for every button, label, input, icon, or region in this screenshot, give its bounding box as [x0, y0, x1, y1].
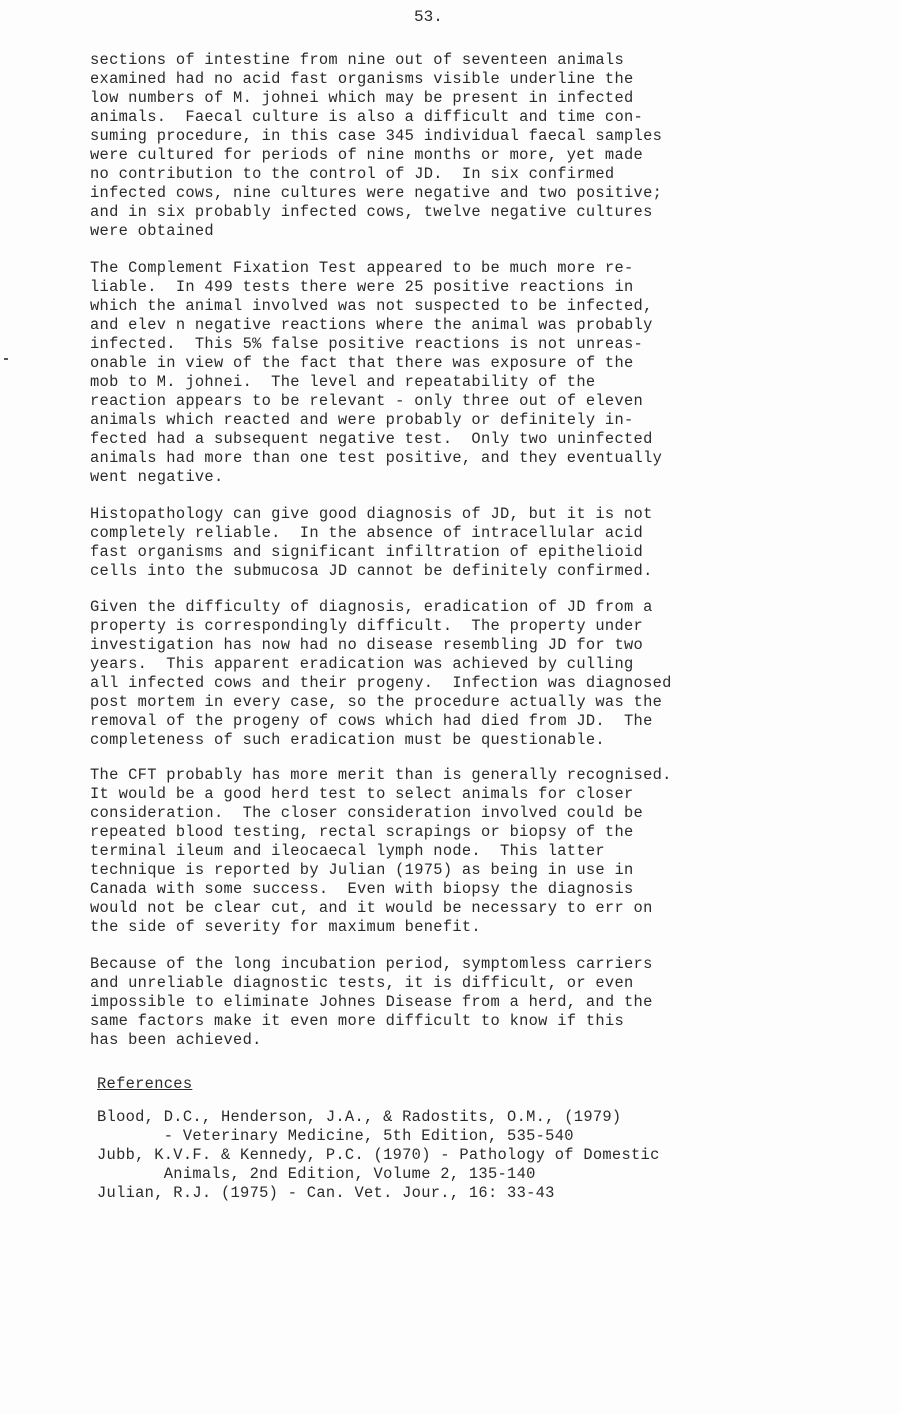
- text-line: cells into the submucosa JD cannot be definitely confirmed.: [90, 562, 653, 580]
- text-line: the side of severity for maximum benefit.: [90, 918, 481, 936]
- text-line: suming procedure, in this case 345 individual faecal samples: [90, 127, 663, 145]
- text-line: and in six probably infected cows, twelve negative cultures: [90, 203, 653, 221]
- text-line: onable in view of the fact that there was exposure of the: [90, 354, 634, 372]
- text-line: technique is reported by Julian (1975) as being in use in: [90, 861, 634, 879]
- references-list: [97, 1108, 817, 1203]
- text-line: animals had more than one test positive, and they eventually: [90, 449, 663, 467]
- text-line: completely reliable. In the absence of intracellular acid: [90, 524, 644, 542]
- reference-line: Blood, D.C., Henderson, J.A., & Radostits, O.M., (1979): [97, 1108, 622, 1126]
- text-line: infected. This 5% false positive reactions is not unreas-: [90, 335, 644, 353]
- text-line: all infected cows and their progeny. Infection was diagnosed: [90, 674, 672, 692]
- page-number: 53.: [414, 8, 443, 26]
- text-line: repeated blood testing, rectal scrapings or biopsy of the: [90, 823, 634, 841]
- text-line: Histopathology can give good diagnosis of JD, but it is not: [90, 505, 653, 523]
- text-line: removal of the progeny of cows which had died from JD. The: [90, 712, 653, 730]
- text-line: and unreliable diagnostic tests, it is difficult, or even: [90, 974, 634, 992]
- text-line: Because of the long incubation period, symptomless carriers: [90, 955, 653, 973]
- text-line: consideration. The closer consideration involved could be: [90, 804, 644, 822]
- text-line: It would be a good herd test to select animals for closer: [90, 785, 634, 803]
- text-line: animals. Faecal culture is also a difficult and time con-: [90, 108, 644, 126]
- text-line: terminal ileum and ileocaecal lymph node. This latter: [90, 842, 605, 860]
- text-line: The CFT probably has more merit than is generally recognised.: [90, 766, 672, 784]
- reference-line: Julian, R.J. (1975) - Can. Vet. Jour., 16: 33-43: [97, 1184, 555, 1202]
- text-line: has been achieved.: [90, 1031, 262, 1049]
- text-line: post mortem in every case, so the procedure actually was the: [90, 693, 663, 711]
- text-line: no contribution to the control of JD. In six confirmed: [90, 165, 615, 183]
- text-line: property is correspondingly difficult. The property under: [90, 617, 644, 635]
- text-line: fast organisms and significant infiltration of epithelioid: [90, 543, 644, 561]
- text-line: fected had a subsequent negative test. Only two uninfected: [90, 430, 653, 448]
- reference-line: Jubb, K.V.F. & Kennedy, P.C. (1970) - Pathology of Domestic: [97, 1146, 660, 1164]
- text-line: years. This apparent eradication was achieved by culling: [90, 655, 634, 673]
- margin-mark: [4, 358, 8, 360]
- text-line: completeness of such eradication must be questionable.: [90, 731, 605, 749]
- text-line: The Complement Fixation Test appeared to be much more re-: [90, 259, 634, 277]
- text-line: sections of intestine from nine out of seventeen animals: [90, 51, 625, 69]
- paragraph-cft-merit: [90, 766, 810, 937]
- reference-line: Animals, 2nd Edition, Volume 2, 135-140: [97, 1165, 536, 1183]
- reference-line: - Veterinary Medicine, 5th Edition, 535-540: [97, 1127, 574, 1145]
- text-line: low numbers of M. johnei which may be present in infected: [90, 89, 634, 107]
- paragraph-culture: [90, 51, 810, 241]
- text-line: liable. In 499 tests there were 25 positive reactions in: [90, 278, 634, 296]
- paragraph-histopathology: [90, 505, 810, 581]
- text-line: examined had no acid fast organisms visible underline the: [90, 70, 634, 88]
- text-line: which the animal involved was not suspected to be infected,: [90, 297, 653, 315]
- paragraph-cft: [90, 259, 810, 487]
- text-line: investigation has now had no disease resembling JD for two: [90, 636, 644, 654]
- text-line: and elev n negative reactions where the animal was probably: [90, 316, 653, 334]
- references-heading: References: [97, 1075, 193, 1093]
- text-line: were cultured for periods of nine months or more, yet made: [90, 146, 644, 164]
- paragraph-conclusion: [90, 955, 810, 1050]
- text-line: reaction appears to be relevant - only three out of eleven: [90, 392, 644, 410]
- text-line: infected cows, nine cultures were negative and two positive;: [90, 184, 663, 202]
- text-line: were obtained: [90, 222, 214, 240]
- text-line: Canada with some success. Even with biopsy the diagnosis: [90, 880, 634, 898]
- text-line: mob to M. johnei. The level and repeatability of the: [90, 373, 596, 391]
- text-line: impossible to eliminate Johnes Disease from a herd, and the: [90, 993, 653, 1011]
- paragraph-eradication: [90, 598, 810, 750]
- text-line: went negative.: [90, 468, 224, 486]
- text-line: would not be clear cut, and it would be necessary to err on: [90, 899, 653, 917]
- text-line: same factors make it even more difficult to know if this: [90, 1012, 625, 1030]
- text-line: animals which reacted and were probably or definitely in-: [90, 411, 634, 429]
- text-line: Given the difficulty of diagnosis, eradication of JD from a: [90, 598, 653, 616]
